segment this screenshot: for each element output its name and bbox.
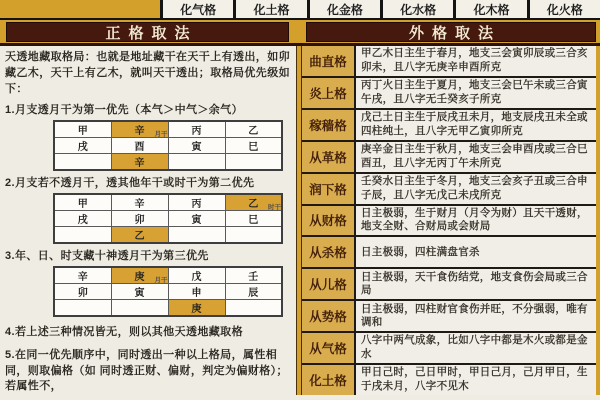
table-cell: 辛: [54, 267, 111, 284]
pattern-row: [302, 110, 596, 142]
table-cell: 丙: [168, 194, 225, 211]
pattern-row: [302, 365, 596, 395]
pattern-desc: 日主极弱，生于财月（月令为财）且天干透财，地支全财、合财局或会财局: [361, 206, 588, 233]
stem-annotation: 时干: [268, 203, 281, 211]
branch-row: [54, 210, 282, 226]
pattern-desc: 日主极弱，四柱满盘官杀: [361, 245, 480, 258]
pattern-desc: 戊己土日主生于辰戌丑未月，地支辰戌丑未全或四柱纯土，且八字无甲乙寅卯所克: [361, 111, 588, 137]
intro-text: 天透地藏取格局：也就是地址藏干在天干上有透出，如卯藏乙木，天干上有乙木，就叫天干透出；取格局优先级如下：: [5, 51, 290, 95]
hidden-stem-row: [54, 153, 282, 170]
table-cell: 甲: [54, 121, 111, 138]
rule-2-heading: 2.月支若不透月干，透其他年干或时干为第二优先: [5, 176, 255, 189]
branch-row: [54, 283, 282, 299]
table-cell-highlighted: 辛: [111, 153, 168, 170]
table-cell: [54, 299, 111, 316]
stem-char: 乙: [248, 198, 259, 210]
table-cell: 辰: [225, 283, 282, 299]
table-cell: 申: [168, 283, 225, 299]
table-cell: 戌: [54, 137, 111, 153]
branch-row: [54, 137, 282, 153]
rule-3-heading: 3.年、日、时支藏十神透月干为第三优先: [5, 249, 209, 262]
table-cell: 壬: [225, 267, 282, 284]
pattern-desc: 日主极弱，天干食伤结党，地支食伤会局或三合局: [361, 270, 588, 297]
table-cell: 寅: [168, 210, 225, 226]
stem-annotation: 月干: [154, 130, 168, 138]
table-cell: 巳: [225, 137, 282, 153]
pattern-row: [302, 301, 596, 333]
rule-1-heading: 1.月支透月干为第一优先（本气＞中气＞余气）: [5, 103, 243, 116]
table-cell-highlighted: [225, 194, 282, 211]
table-cell: [54, 153, 111, 170]
table-cell: 卯: [54, 283, 111, 299]
tab-hua-mu-ge: 化木格: [453, 0, 526, 18]
top-tab-strip: [0, 0, 600, 20]
stem-row: [54, 267, 282, 284]
pattern-label: 从儿格: [302, 269, 356, 299]
table-cell-highlighted: [111, 267, 168, 284]
table-cell: 甲: [54, 194, 111, 211]
table-cell: 戌: [54, 210, 111, 226]
pattern-row: [302, 78, 596, 110]
stem-char: 辛: [134, 125, 145, 137]
pattern-label: 从财格: [302, 206, 356, 236]
bazi-table-1: [53, 120, 283, 171]
pattern-desc: 丙丁火日主生于夏月，地支三会巳午未或三合寅午戌，且八字无壬癸亥子所克: [361, 79, 588, 105]
table-cell: [168, 153, 225, 170]
table-cell: 寅: [168, 137, 225, 153]
table-cell: [168, 226, 225, 243]
table-cell: [225, 226, 282, 243]
pattern-label: 从革格: [302, 142, 356, 172]
table-cell: [111, 299, 168, 316]
table-cell: 丙: [168, 121, 225, 138]
pattern-label: 稼穑格: [302, 110, 356, 140]
regular-pattern-panel: [0, 46, 296, 395]
bazi-table-2: [53, 193, 283, 244]
pattern-row: [302, 142, 596, 174]
table-cell: [54, 226, 111, 243]
table-cell: 戊: [168, 267, 225, 284]
table-cell: 辛: [111, 194, 168, 211]
pattern-row: [302, 46, 596, 78]
pattern-desc: 甲乙木日主生于春月，地支三会寅卯辰或三合亥卯未，且八字无庚辛申酉所克: [361, 47, 588, 73]
pattern-label: 曲直格: [302, 46, 356, 76]
pattern-row: [302, 269, 596, 301]
stem-annotation: 月干: [154, 276, 168, 284]
tab-hua-jin-ge: 化金格: [307, 0, 380, 18]
rule-4-text: 4.若上述三种情况皆无，则以其他天透地藏取格: [5, 325, 243, 338]
section-title-band: [0, 20, 600, 46]
pattern-label: 从势格: [302, 301, 356, 331]
main-content: [0, 46, 600, 395]
tab-hua-shui-ge: 化水格: [380, 0, 453, 18]
table-cell: 卯: [111, 210, 168, 226]
tab-hua-huo-ge: 化火格: [527, 0, 600, 18]
pattern-label: 化土格: [302, 365, 356, 395]
pattern-label: 炎上格: [302, 78, 356, 108]
stem-char: 庚: [134, 271, 145, 283]
table-cell-highlighted: 乙: [111, 226, 168, 243]
table-cell: [225, 153, 282, 170]
pattern-desc: 壬癸水日主生于冬月，地支三会亥子丑或三合申子辰，且八字无戊己未戌所克: [361, 174, 588, 201]
table-cell: 乙: [225, 121, 282, 138]
external-pattern-panel: [302, 46, 600, 395]
stem-row: [54, 194, 282, 211]
pattern-label: 从杀格: [302, 237, 356, 267]
table-cell: 酉: [111, 137, 168, 153]
bazi-table-3: [53, 266, 283, 317]
table-cell-highlighted: [111, 121, 168, 138]
stem-row: [54, 121, 282, 138]
pattern-row: [302, 237, 596, 269]
pattern-label: 润下格: [302, 174, 356, 204]
table-cell: 寅: [111, 283, 168, 299]
tab-hua-tu-ge: 化土格: [233, 0, 306, 18]
right-panel-title: 外格取法: [306, 22, 596, 42]
pattern-row: [302, 333, 596, 365]
hidden-stem-row: [54, 299, 282, 316]
table-cell-highlighted: 庚: [168, 299, 225, 316]
pattern-desc: 八字中两气成象，比如八字中都是木火或都是金水: [361, 334, 588, 361]
pattern-desc: 庚辛金日主生于秋月，地支三会申酉戌或三合巳酉丑，且八字无丙丁午未所克: [361, 143, 588, 169]
pattern-row: [302, 206, 596, 238]
left-panel-title: 正格取法: [6, 22, 289, 42]
pattern-desc: 甲日己时，己日甲时，甲日己月，己月甲日，生于戌未月，八字不见木: [361, 366, 588, 393]
top-corner-spacer: [0, 0, 160, 18]
rule-5-text: 5.在同一优先顺序中，同时透出一种以上格局，属性相同，则取偏格（如 同时透正财、偏财，判定为偏财格）；若属性不，: [5, 349, 288, 392]
pattern-label: 从气格: [302, 333, 356, 363]
tab-hua-qi-ge: 化气格: [160, 0, 233, 18]
pattern-desc: 日主极弱，四柱财官食伤并旺，不分强弱，唯有调和: [361, 302, 588, 329]
table-cell: [225, 299, 282, 316]
hidden-stem-row: [54, 226, 282, 243]
table-cell: 巳: [225, 210, 282, 226]
pattern-row: [302, 174, 596, 206]
